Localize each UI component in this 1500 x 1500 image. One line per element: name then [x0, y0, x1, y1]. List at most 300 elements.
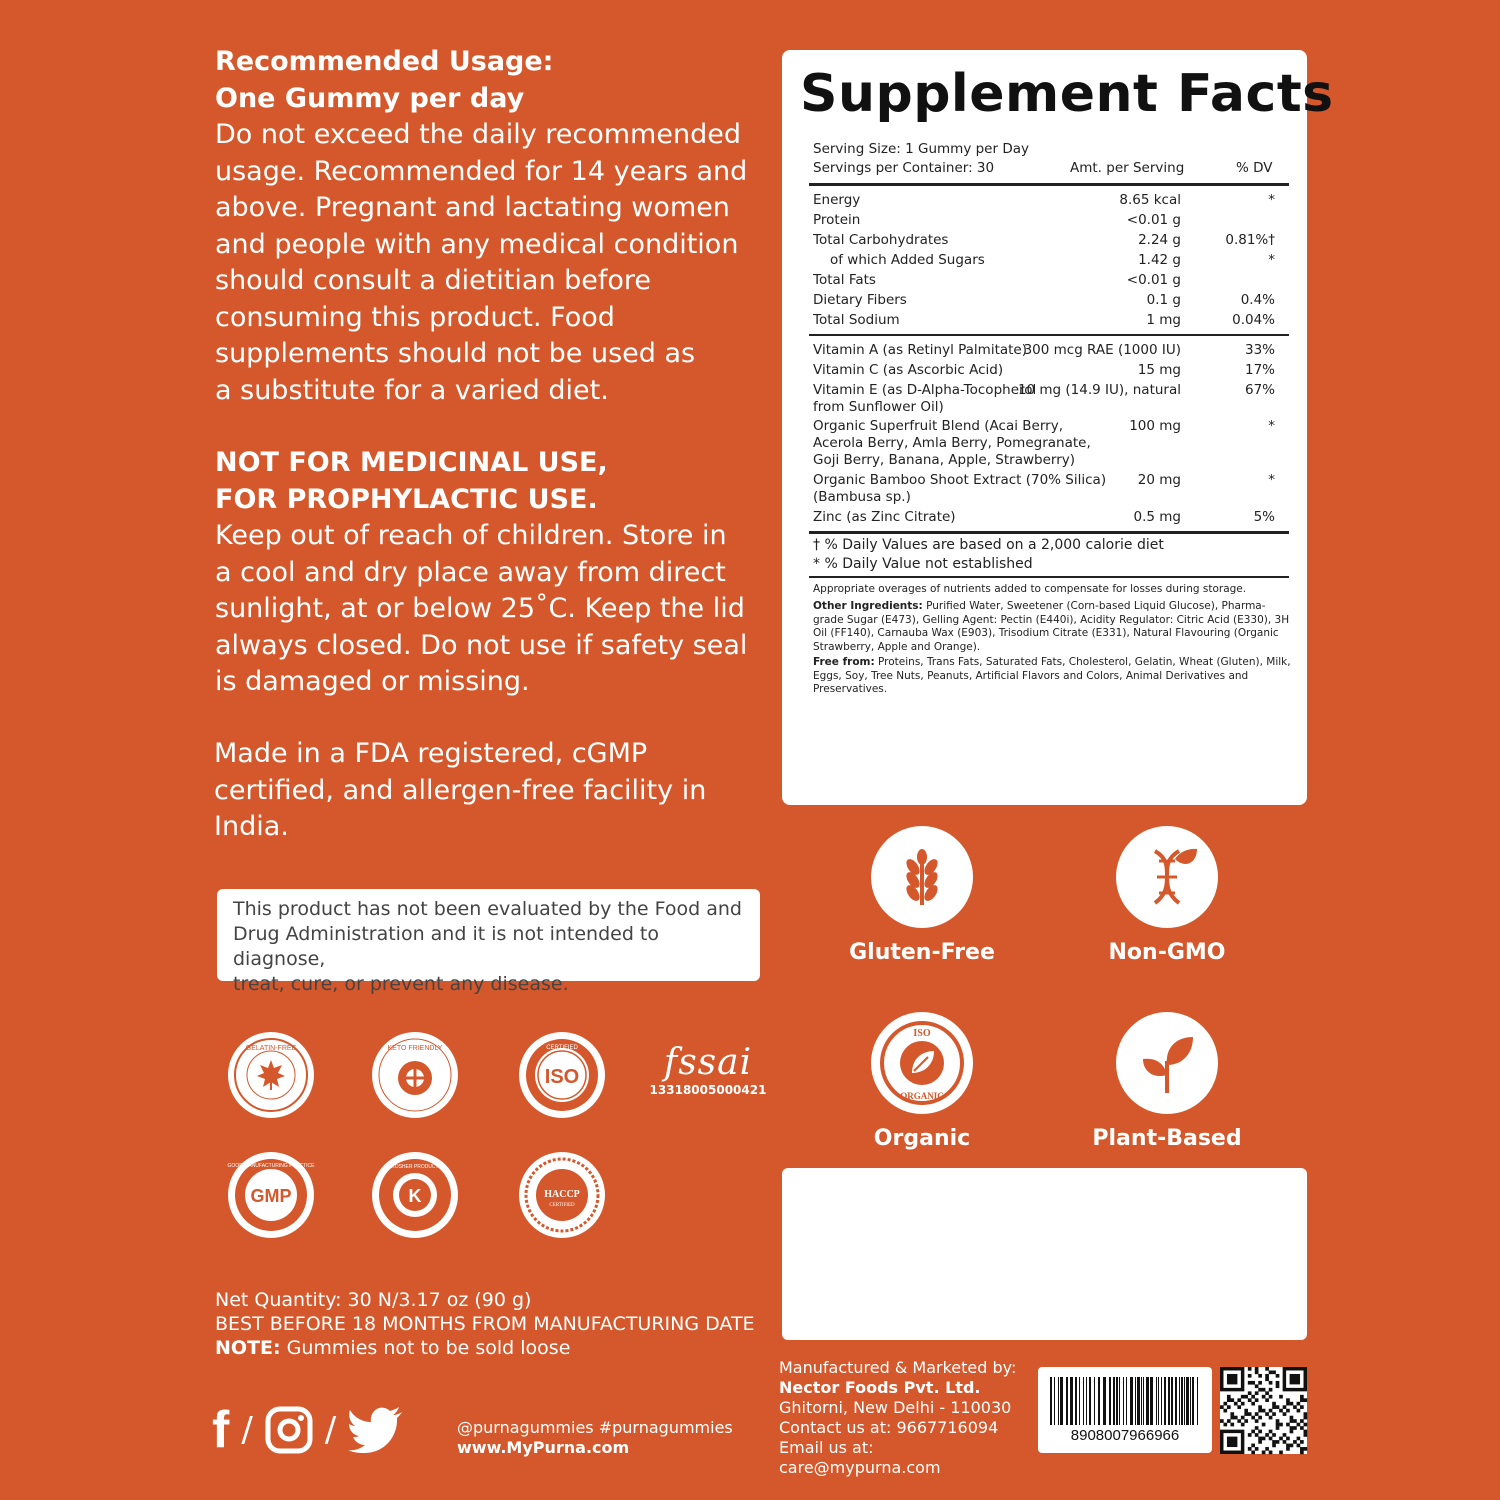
- warning-line: is damaged or missing.: [215, 666, 530, 697]
- footnote-not-established: * % Daily Value not established: [813, 556, 1033, 572]
- qr-module: [1272, 1412, 1276, 1416]
- qr-module: [1290, 1402, 1294, 1406]
- organic-feature: [871, 1012, 973, 1114]
- barcode-bar: [1171, 1377, 1173, 1425]
- barcode-bar: [1098, 1377, 1100, 1425]
- qr-module: [1248, 1433, 1252, 1437]
- qr-module: [1265, 1391, 1269, 1395]
- qr-module: [1241, 1423, 1245, 1427]
- qr-module: [1255, 1391, 1259, 1395]
- qr-code[interactable]: [1220, 1367, 1307, 1454]
- social-icons: [212, 1402, 452, 1458]
- qr-module: [1276, 1419, 1280, 1423]
- barcode-bar: [1156, 1377, 1157, 1425]
- note-label: NOTE:: [215, 1337, 281, 1359]
- divider: [809, 334, 1289, 336]
- barcode-bar: [1143, 1377, 1144, 1425]
- usage-heading: Recommended Usage:: [215, 46, 554, 77]
- qr-module: [1304, 1430, 1308, 1434]
- supplement-facts-panel: [782, 50, 1334, 805]
- qr-module: [1258, 1437, 1262, 1441]
- barcode-bar: [1086, 1377, 1087, 1425]
- qr-module: [1269, 1395, 1273, 1399]
- separator: /: [324, 1410, 337, 1450]
- qr-module: [1220, 1419, 1224, 1423]
- vitamin-row: Vitamin A (as Retinyl Palmitate) 300 mcg RAE (1000 IU) 33%: [813, 342, 1275, 358]
- qr-module: [1255, 1370, 1259, 1374]
- qr-module: [1251, 1451, 1255, 1455]
- barcode-bar: [1168, 1377, 1170, 1425]
- best-before: BEST BEFORE 18 MONTHS FROM MANUFACTURING DATE: [215, 1313, 755, 1335]
- divider: [809, 183, 1289, 186]
- barcode-bar: [1192, 1377, 1194, 1425]
- qr-module: [1230, 1416, 1234, 1420]
- qr-module: [1255, 1426, 1259, 1430]
- usage-line: Do not exceed the daily recommended: [215, 119, 741, 150]
- qr-module: [1300, 1405, 1304, 1409]
- qr-module: [1223, 1409, 1227, 1413]
- company-address: Ghitorni, New Delhi - 110030: [779, 1398, 1012, 1417]
- qr-module: [1234, 1402, 1238, 1406]
- qr-module: [1269, 1430, 1273, 1434]
- qr-module: [1304, 1423, 1308, 1427]
- qr-module: [1286, 1447, 1290, 1451]
- qr-module: [1272, 1405, 1276, 1409]
- free-from: Free from: Proteins, Trans Fats, Saturated Fats, Cholesterol, Gelatin, Wheat (Gluten), Milk, Eggs, Soy, Tree Nuts, Peanuts, Artificial Flavors and Colors, Animal Derivatives and Preservatives.: [813, 656, 1291, 695]
- qr-module: [1297, 1402, 1301, 1406]
- usage-line: above. Pregnant and lactating women: [215, 192, 730, 223]
- other-ingredients: Other Ingredients: Purified Water, Sweetener (Corn-based Liquid Glucose), Pharma-grade Sugar (E473), Gelling Agent: Pectin (E440i), Acidity Regulator: Citric Acid (E330), 3H Oil (FF140), Carnauba Wax (E903), Trisodium Citrate (E331), Natural Flavouring (Organic Strawberry, Apple and Orange).: [813, 600, 1290, 653]
- qr-module: [1251, 1430, 1255, 1434]
- gmp-badge: [228, 1152, 314, 1238]
- nutrient-row: Total Carbohydrates 2.24 g 0.81%†: [813, 232, 1275, 248]
- warning-line: Keep out of reach of children. Store in: [215, 520, 727, 551]
- qr-module: [1269, 1437, 1273, 1441]
- iso-ring-text: CERTIFIED: [546, 1045, 578, 1051]
- qr-module: [1297, 1409, 1301, 1413]
- nutrient-row: Dietary Fibers 0.1 g 0.4%: [813, 292, 1275, 308]
- gmp-text: GMP: [250, 1186, 292, 1206]
- company-name: Nector Foods Pvt. Ltd.: [779, 1378, 981, 1397]
- divider: [809, 576, 1289, 578]
- qr-module: [1265, 1398, 1269, 1402]
- barcode: [1038, 1367, 1212, 1453]
- barcode-bar: [1060, 1377, 1063, 1425]
- kosher-badge: [372, 1152, 458, 1238]
- recommended-usage-block: [215, 44, 775, 409]
- qr-module: [1276, 1381, 1280, 1385]
- qr-finder: [1227, 1437, 1237, 1447]
- qr-module: [1262, 1451, 1266, 1455]
- divider: [809, 531, 1289, 534]
- qr-module: [1241, 1402, 1245, 1406]
- qr-module: [1241, 1395, 1245, 1399]
- qr-module: [1220, 1405, 1224, 1409]
- fda-line: treat, cure, or prevent any disease.: [233, 973, 569, 995]
- qr-module: [1248, 1398, 1252, 1402]
- qr-module: [1304, 1412, 1308, 1416]
- qr-module: [1283, 1433, 1287, 1437]
- separator: /: [241, 1410, 253, 1450]
- organic-label: Organic: [873, 1126, 971, 1151]
- qr-module: [1276, 1423, 1280, 1427]
- qr-module: [1279, 1437, 1283, 1441]
- qr-module: [1251, 1416, 1255, 1420]
- vitamin-row: Vitamin E (as D-Alpha-Tocopherol from Sunflower Oil) 10 mg (14.9 IU), natural 67%: [813, 382, 1275, 415]
- facility-line: certified, and allergen-free facility in: [214, 774, 707, 806]
- qr-module: [1262, 1437, 1266, 1441]
- warning-line: sunlight, at or below 25˚C. Keep the lid: [215, 593, 745, 624]
- qr-module: [1244, 1395, 1248, 1399]
- qr-module: [1255, 1447, 1259, 1451]
- usage-subheading: One Gummy per day: [215, 82, 525, 114]
- servings-per-container: Servings per Container: 30: [813, 160, 995, 176]
- qr-module: [1223, 1402, 1227, 1406]
- qr-module: [1244, 1409, 1248, 1413]
- barcode-bar: [1161, 1377, 1162, 1425]
- qr-module: [1227, 1405, 1231, 1409]
- nutrient-row: of which Added Sugars 1.42 g *: [830, 252, 1275, 268]
- qr-module: [1244, 1419, 1248, 1423]
- barcode-bar: [1054, 1377, 1055, 1425]
- qr-module: [1304, 1398, 1308, 1402]
- qr-module: [1244, 1412, 1248, 1416]
- qr-module: [1286, 1402, 1290, 1406]
- qr-module: [1237, 1405, 1241, 1409]
- net-quantity: Net Quantity: 30 N/3.17 oz (90 g): [215, 1289, 532, 1311]
- qr-module: [1297, 1437, 1301, 1441]
- barcode-bar: [1094, 1377, 1095, 1425]
- warning-heading: NOT FOR MEDICINAL USE,: [215, 447, 608, 478]
- usage-line: should consult a dietitian before: [215, 265, 652, 296]
- qr-module: [1234, 1416, 1238, 1420]
- qr-module: [1304, 1433, 1308, 1437]
- qr-module: [1255, 1412, 1259, 1416]
- gelatin-free-text: GELATIN-FREE: [245, 1045, 297, 1052]
- non-gmo-label: Non-GMO: [1108, 940, 1226, 965]
- haccp-text: HACCP: [544, 1189, 580, 1200]
- qr-module: [1248, 1374, 1252, 1378]
- wheat-icon: [890, 845, 954, 909]
- dv-header: % DV: [1236, 160, 1273, 176]
- qr-module: [1258, 1381, 1262, 1385]
- qr-module: [1300, 1447, 1304, 1451]
- contact-phone: Contact us at: 9667716094: [779, 1418, 999, 1437]
- qr-module: [1279, 1451, 1283, 1455]
- qr-module: [1251, 1381, 1255, 1385]
- qr-module: [1262, 1395, 1266, 1399]
- barcode-bar: [1146, 1377, 1149, 1425]
- qr-module: [1279, 1395, 1283, 1399]
- fda-line: Drug Administration and it is not intended to diagnose,: [233, 923, 660, 970]
- qr-module: [1290, 1419, 1294, 1423]
- qr-module: [1262, 1409, 1266, 1413]
- qr-module: [1230, 1412, 1234, 1416]
- gluten-free-feature: [871, 826, 973, 928]
- qr-module: [1237, 1398, 1241, 1402]
- barcode-bar: [1050, 1377, 1052, 1425]
- twitter-icon[interactable]: [348, 1407, 404, 1453]
- qr-module: [1258, 1405, 1262, 1409]
- qr-module: [1258, 1374, 1262, 1378]
- barcode-bar: [1119, 1377, 1120, 1425]
- qr-module: [1258, 1430, 1262, 1434]
- qr-code-icon: [1220, 1367, 1307, 1454]
- barcode-bar: [1070, 1377, 1073, 1425]
- barcode-bar: [1109, 1377, 1111, 1425]
- dna-leaf-icon: [1135, 845, 1199, 909]
- barcode-bar: [1126, 1377, 1127, 1425]
- qr-module: [1283, 1405, 1287, 1409]
- non-gmo-feature: [1116, 826, 1218, 928]
- barcode-bar: [1130, 1377, 1133, 1425]
- qr-module: [1290, 1430, 1294, 1434]
- barcode-bar: [1179, 1377, 1180, 1425]
- qr-module: [1276, 1374, 1280, 1378]
- qr-module: [1276, 1405, 1280, 1409]
- barcode-bar: [1113, 1377, 1115, 1425]
- qr-module: [1227, 1395, 1231, 1399]
- qr-module: [1230, 1423, 1234, 1427]
- plant-based-label: Plant-Based: [1092, 1126, 1242, 1151]
- qr-module: [1255, 1398, 1259, 1402]
- keto-text: KETO FRIENDLY: [387, 1045, 443, 1052]
- facility-line: India.: [214, 811, 289, 842]
- qr-module: [1283, 1412, 1287, 1416]
- fssai-wordmark: fssai: [663, 1042, 753, 1083]
- facts-title: Supplement Facts: [800, 64, 1334, 124]
- qr-module: [1300, 1398, 1304, 1402]
- usage-line: consuming this product. Food: [215, 301, 615, 333]
- qr-module: [1293, 1405, 1297, 1409]
- qr-module: [1276, 1426, 1280, 1430]
- qr-module: [1241, 1416, 1245, 1420]
- warning-subheading: FOR PROPHYLACTIC USE.: [215, 483, 598, 515]
- qr-module: [1258, 1440, 1262, 1444]
- facebook-icon[interactable]: f: [212, 1401, 230, 1459]
- vitamin-row: Organic Bamboo Shoot Extract (70% Silica) (Bambusa sp.) 20 mg *: [813, 472, 1275, 505]
- note-text: Gummies not to be sold loose: [280, 1337, 571, 1359]
- qr-finder: [1290, 1374, 1300, 1384]
- qr-module: [1297, 1423, 1301, 1427]
- barcode-bar: [1079, 1377, 1080, 1425]
- iso-organic-icon: [876, 1017, 968, 1109]
- qr-module: [1272, 1370, 1276, 1374]
- haccp-badge: [519, 1152, 605, 1238]
- kosher-ring-text: KOSHER PRODUCT: [391, 1164, 439, 1170]
- qr-module: [1293, 1440, 1297, 1444]
- kosher-seal-icon: [376, 1156, 454, 1234]
- amount-header: Amt. per Serving: [1070, 160, 1185, 176]
- qr-module: [1269, 1416, 1273, 1420]
- qr-module: [1276, 1440, 1280, 1444]
- qr-module: [1248, 1447, 1252, 1451]
- barcode-bar: [1164, 1377, 1166, 1425]
- qr-module: [1304, 1447, 1308, 1451]
- iso-text: ISO: [544, 1066, 580, 1088]
- fssai-logo: [648, 1042, 768, 1097]
- barcode-bar: [1137, 1377, 1140, 1425]
- barcode-bar: [1083, 1377, 1084, 1425]
- organic-iso-text: ISO: [913, 1028, 931, 1039]
- fda-line: This product has not been evaluated by the Food and: [233, 898, 742, 920]
- qr-module: [1258, 1388, 1262, 1392]
- barcode-bar: [1116, 1377, 1118, 1425]
- qr-module: [1283, 1440, 1287, 1444]
- qr-module: [1258, 1409, 1262, 1413]
- social-text: [457, 1418, 733, 1458]
- qr-module: [1286, 1398, 1290, 1402]
- fda-disclaimer-box: [217, 889, 760, 995]
- qr-module: [1290, 1444, 1294, 1448]
- barcode-bar: [1089, 1377, 1091, 1425]
- note-line: [215, 1336, 775, 1360]
- barcode-bar: [1184, 1377, 1185, 1425]
- qr-module: [1300, 1426, 1304, 1430]
- warning-line: a cool and dry place away from direct: [215, 556, 726, 588]
- qr-module: [1272, 1440, 1276, 1444]
- barcode-bars: [1038, 1367, 1212, 1429]
- social-handles: @purnagummies #purnagummies: [457, 1418, 733, 1437]
- sprout-icon: [1135, 1031, 1199, 1095]
- qr-module: [1255, 1419, 1259, 1423]
- qr-module: [1255, 1384, 1259, 1388]
- kosher-text: K: [408, 1186, 422, 1206]
- qr-module: [1255, 1433, 1259, 1437]
- haccp-sub-text: CERTIFIED: [549, 1203, 575, 1208]
- qr-module: [1262, 1423, 1266, 1427]
- qr-module: [1272, 1402, 1276, 1406]
- barcode-bar: [1190, 1377, 1191, 1425]
- qr-module: [1269, 1451, 1273, 1455]
- barcode-bar: [1158, 1377, 1159, 1425]
- qr-module: [1300, 1419, 1304, 1423]
- qr-module: [1227, 1419, 1231, 1423]
- qr-module: [1269, 1370, 1273, 1374]
- qr-module: [1286, 1423, 1290, 1427]
- qr-module: [1297, 1444, 1301, 1448]
- qr-module: [1248, 1391, 1252, 1395]
- qr-module: [1300, 1440, 1304, 1444]
- qr-module: [1265, 1374, 1269, 1378]
- qr-module: [1265, 1433, 1269, 1437]
- qr-module: [1276, 1384, 1280, 1388]
- qr-module: [1293, 1426, 1297, 1430]
- qr-module: [1279, 1409, 1283, 1413]
- qr-module: [1269, 1409, 1273, 1413]
- qr-module: [1304, 1416, 1308, 1420]
- barcode-bar: [1103, 1377, 1106, 1425]
- contact-email[interactable]: Email us at: care@mypurna.com: [779, 1438, 941, 1477]
- qr-module: [1290, 1426, 1294, 1430]
- gmp-ring-text: GOOD MANUFACTURING PRACTICE: [227, 1163, 315, 1169]
- qr-module: [1300, 1451, 1304, 1455]
- qr-module: [1300, 1395, 1304, 1399]
- blank-label-panel: [782, 1168, 1307, 1340]
- organic-ring-text: ORGANIC: [900, 1091, 944, 1101]
- qr-module: [1237, 1419, 1241, 1423]
- barcode-bar: [1123, 1377, 1124, 1425]
- barcode-bar: [1141, 1377, 1142, 1425]
- manufacturer-info: [779, 1358, 1034, 1478]
- gelatin-free-badge: [228, 1032, 314, 1118]
- usage-line: and people with any medical condition: [215, 228, 739, 260]
- qr-module: [1265, 1412, 1269, 1416]
- nutrient-row: Protein <0.01 g: [813, 212, 1181, 228]
- vitamin-row: Organic Superfruit Blend (Acai Berry, Acerola Berry, Amla Berry, Pomegranate, Goji Berry, Banana, Apple, Strawberry) 100 mg *: [813, 418, 1275, 468]
- facility-statement: [214, 736, 774, 846]
- qr-module: [1286, 1437, 1290, 1441]
- serving-size: Serving Size: 1 Gummy per Day: [813, 141, 1029, 157]
- qr-module: [1293, 1419, 1297, 1423]
- qr-module: [1279, 1423, 1283, 1427]
- qr-module: [1248, 1381, 1252, 1385]
- qr-module: [1227, 1398, 1231, 1402]
- keto-friendly-badge: [372, 1032, 458, 1118]
- overages-note: Appropriate overages of nutrients added to compensate for losses during storage.: [813, 583, 1247, 595]
- vitamin-row: Vitamin C (as Ascorbic Acid) 15 mg 17%: [813, 362, 1275, 378]
- barcode-number: 8908007966966: [1070, 1427, 1180, 1444]
- barcode-bar: [1197, 1377, 1198, 1425]
- gmp-seal-icon: [227, 1156, 315, 1234]
- nutrient-row: Total Fats <0.01 g: [813, 272, 1181, 288]
- qr-module: [1265, 1447, 1269, 1451]
- qr-module: [1251, 1395, 1255, 1399]
- qr-module: [1286, 1409, 1290, 1413]
- qr-module: [1251, 1402, 1255, 1406]
- qr-module: [1255, 1367, 1259, 1371]
- iso-certified-badge: [519, 1032, 605, 1118]
- qr-module: [1290, 1416, 1294, 1420]
- qr-module: [1248, 1367, 1252, 1371]
- qr-module: [1269, 1388, 1273, 1392]
- qr-finder: [1227, 1374, 1237, 1384]
- instagram-icon[interactable]: [265, 1406, 313, 1454]
- barcode-bar: [1175, 1377, 1177, 1425]
- barcode-bar: [1058, 1377, 1059, 1425]
- usage-line: usage. Recommended for 14 years and: [215, 155, 748, 187]
- plant-based-feature: [1116, 1012, 1218, 1114]
- qr-module: [1230, 1398, 1234, 1402]
- qr-module: [1272, 1444, 1276, 1448]
- gluten-free-label: Gluten-Free: [849, 940, 995, 965]
- iso-seal-icon: [523, 1036, 601, 1114]
- fssai-license-number: 13318005000421: [649, 1083, 767, 1097]
- qr-module: [1286, 1444, 1290, 1448]
- nutrient-row: Total Sodium 1 mg 0.04%: [813, 312, 1275, 328]
- qr-module: [1269, 1381, 1273, 1385]
- barcode-bar: [1150, 1377, 1153, 1425]
- barcode-bar: [1135, 1377, 1136, 1425]
- vitamin-row: Zinc (as Zinc Citrate) 0.5 mg 5%: [813, 509, 1275, 525]
- qr-module: [1265, 1367, 1269, 1371]
- barcode-bar: [1181, 1377, 1183, 1425]
- keto-icon: [376, 1036, 454, 1114]
- maple-leaf-icon: [232, 1036, 310, 1114]
- qr-module: [1258, 1416, 1262, 1420]
- qr-module: [1251, 1444, 1255, 1448]
- manufacturer-label: Manufactured & Marketed by:: [779, 1358, 1017, 1377]
- net-quantity-block: [215, 1288, 775, 1360]
- facility-line: Made in a FDA registered, cGMP: [214, 738, 648, 769]
- barcode-bar: [1186, 1377, 1189, 1425]
- nutrient-row: Energy 8.65 kcal *: [813, 192, 1275, 208]
- qr-module: [1223, 1423, 1227, 1427]
- website-link[interactable]: www.MyPurna.com: [457, 1438, 630, 1457]
- usage-line: a substitute for a varied diet.: [215, 374, 609, 406]
- barcode-bar: [1075, 1377, 1077, 1425]
- qr-module: [1262, 1388, 1266, 1392]
